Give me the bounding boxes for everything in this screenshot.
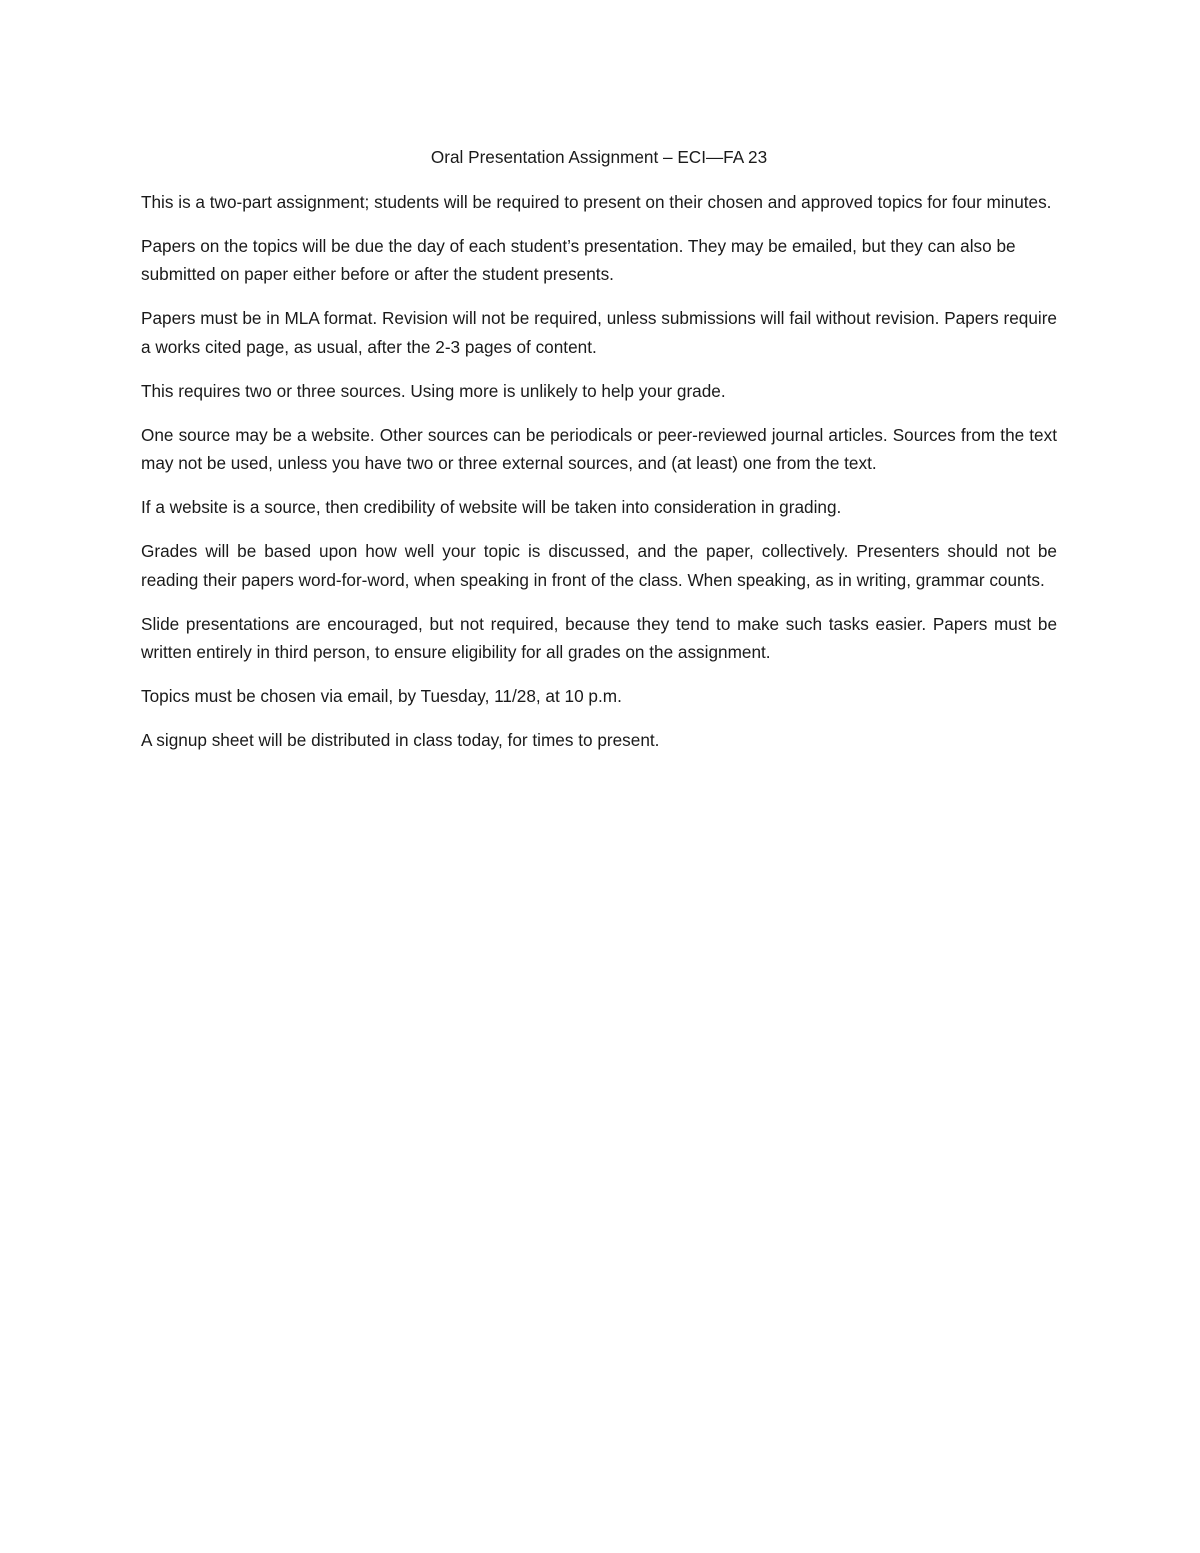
document-body — [141, 143, 1057, 770]
paragraph-grading: Grades will be based upon how well your topic is discussed, and the paper, collectively. Presenters should not be reading their papers word-for-word, when speaking in front of the class. When speaking, as in writing, grammar counts. — [141, 541, 1057, 590]
paragraph-source-types: One source may be a website. Other sources can be periodicals or peer-reviewed journal articles. Sources from the text may not be used, unless you have two or three external sources, and (at least) one from the text. — [141, 424, 1057, 473]
paragraph-paper-due: Papers on the topics will be due the day of each student’s presentation. They may be emailed, but they can also be submitted on paper either before or after the student presents. — [141, 235, 1016, 284]
paragraph-sources-count: This requires two or three sources. Using more is unlikely to help your grade. — [141, 380, 726, 401]
paragraph-mla-format: Papers must be in MLA format. Revision will not be required, unless submissions will fail without revision. Papers require a works cited page, as usual, after the 2-3 pages of content. — [141, 308, 1057, 357]
paragraph-slides: Slide presentations are encouraged, but not required, because they tend to make such tasks easier. Papers must be written entirely in third person, to ensure eligibility for all grades on the assignment. — [141, 613, 1057, 662]
document-title: Oral Presentation Assignment – ECI—FA 23 — [430, 147, 768, 167]
paragraph-assignment-overview: This is a two-part assignment; students will be required to present on their chosen and approved topics for four minutes. — [141, 191, 1052, 212]
paragraph-signup-sheet: A signup sheet will be distributed in class today, for times to present. — [141, 730, 660, 750]
paragraph-topic-deadline: Topics must be chosen via email, by Tuesday, 11/28, at 10 p.m. — [141, 686, 622, 706]
paragraph-website-credibility: If a website is a source, then credibility of website will be taken into consideration in grading. — [141, 497, 842, 517]
